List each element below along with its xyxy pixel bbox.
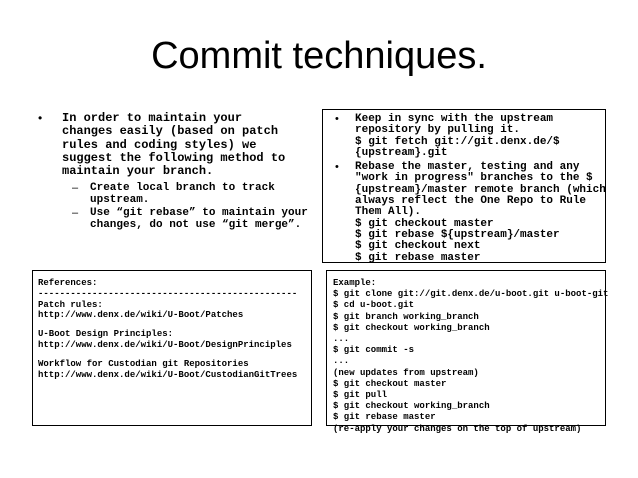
rebase-bullet [323, 162, 605, 264]
reference-link[interactable]: http://www.denx.de/wiki/U-Boot/CustodianGitTrees [38, 369, 298, 380]
text-line: $ git checkout next [355, 240, 481, 253]
bullet-mark: • [335, 161, 339, 174]
text-line: Keep in sync with the upstream [355, 113, 554, 125]
code-line: $ git branch working_branch [333, 311, 479, 322]
dash-mark: – [72, 207, 79, 220]
code-line: $ git pull [333, 390, 388, 401]
text-line: Create local branch to track [90, 182, 275, 195]
left-sub-item [30, 182, 310, 206]
text-line: Use “git rebase” to maintain your [90, 207, 308, 220]
example-box [326, 270, 609, 434]
reference-link[interactable]: http://www.denx.de/wiki/U-Boot/DesignPrinciples [38, 339, 292, 350]
text-line: In order to maintain your [62, 111, 243, 125]
text-line: $ git rebase master [355, 251, 481, 264]
left-sub-list [30, 182, 310, 231]
code-line: $ cd u-boot.git [333, 300, 415, 311]
text-line: always reflect the One Repo to Rule [355, 195, 587, 208]
code-line: (new updates from upstream) [333, 367, 479, 378]
bullet-mark: • [38, 111, 43, 125]
references-heading: References: [38, 278, 98, 288]
text-line: Patch rules: [38, 299, 103, 310]
text-line: {upstream}/master remote branch (which [355, 183, 606, 196]
code-line: $ git rebase master [333, 412, 436, 423]
text-line: upstream. [90, 194, 150, 207]
left-bullet-list [30, 112, 310, 232]
slide-title: Commit techniques. [151, 35, 487, 77]
reference-link[interactable]: http://www.denx.de/wiki/U-Boot/Patches [38, 310, 244, 321]
dash-mark: – [72, 182, 79, 195]
left-main-bullet [30, 112, 310, 178]
sync-bullet [323, 114, 605, 159]
text-line: Workflow for Custodian git Repositories [38, 358, 249, 369]
text-line: $ git checkout master [355, 217, 494, 230]
text-line: changes easily (based on patch [62, 124, 279, 139]
text-line: $ git fetch git://git.denx.de/$ [355, 135, 560, 148]
text-line: Rebase the master, testing and any [355, 161, 580, 174]
sync-instructions-box [322, 109, 606, 263]
code-line: $ git checkout working_branch [333, 401, 490, 412]
bullet-mark: • [335, 113, 339, 125]
code-line: (re-apply your changes on the top of upstream) [333, 423, 582, 434]
text-line: suggest the following method to [62, 150, 286, 165]
text-line: Them All). [355, 206, 422, 219]
code-line: $ git clone git://git.denx.de/u-boot.git u-boot-git [333, 289, 609, 300]
code-line: $ git checkout master [333, 378, 447, 389]
text-line: {upstream}.git [355, 146, 448, 159]
code-line: $ git commit -s [333, 345, 415, 356]
text-line: rules and coding styles) we [62, 137, 257, 152]
text-line: "work in progress" branches to the $ [355, 172, 593, 185]
references-box [32, 270, 312, 426]
text-line: $ git rebase ${upstream}/master [355, 228, 560, 241]
text-line: U-Boot Design Principles: [38, 329, 174, 340]
text-line: maintain your branch. [62, 164, 214, 179]
example-heading: Example: [333, 278, 377, 288]
divider-rule: ------------------------------------------------ [38, 288, 298, 299]
text-line: repository by pulling it. [355, 124, 521, 137]
code-line: ... [333, 356, 350, 367]
left-sub-item [30, 207, 310, 231]
code-line: ... [333, 334, 350, 345]
text-line: changes, do not use “git merge”. [90, 219, 302, 232]
code-line: $ git checkout working_branch [333, 322, 490, 333]
